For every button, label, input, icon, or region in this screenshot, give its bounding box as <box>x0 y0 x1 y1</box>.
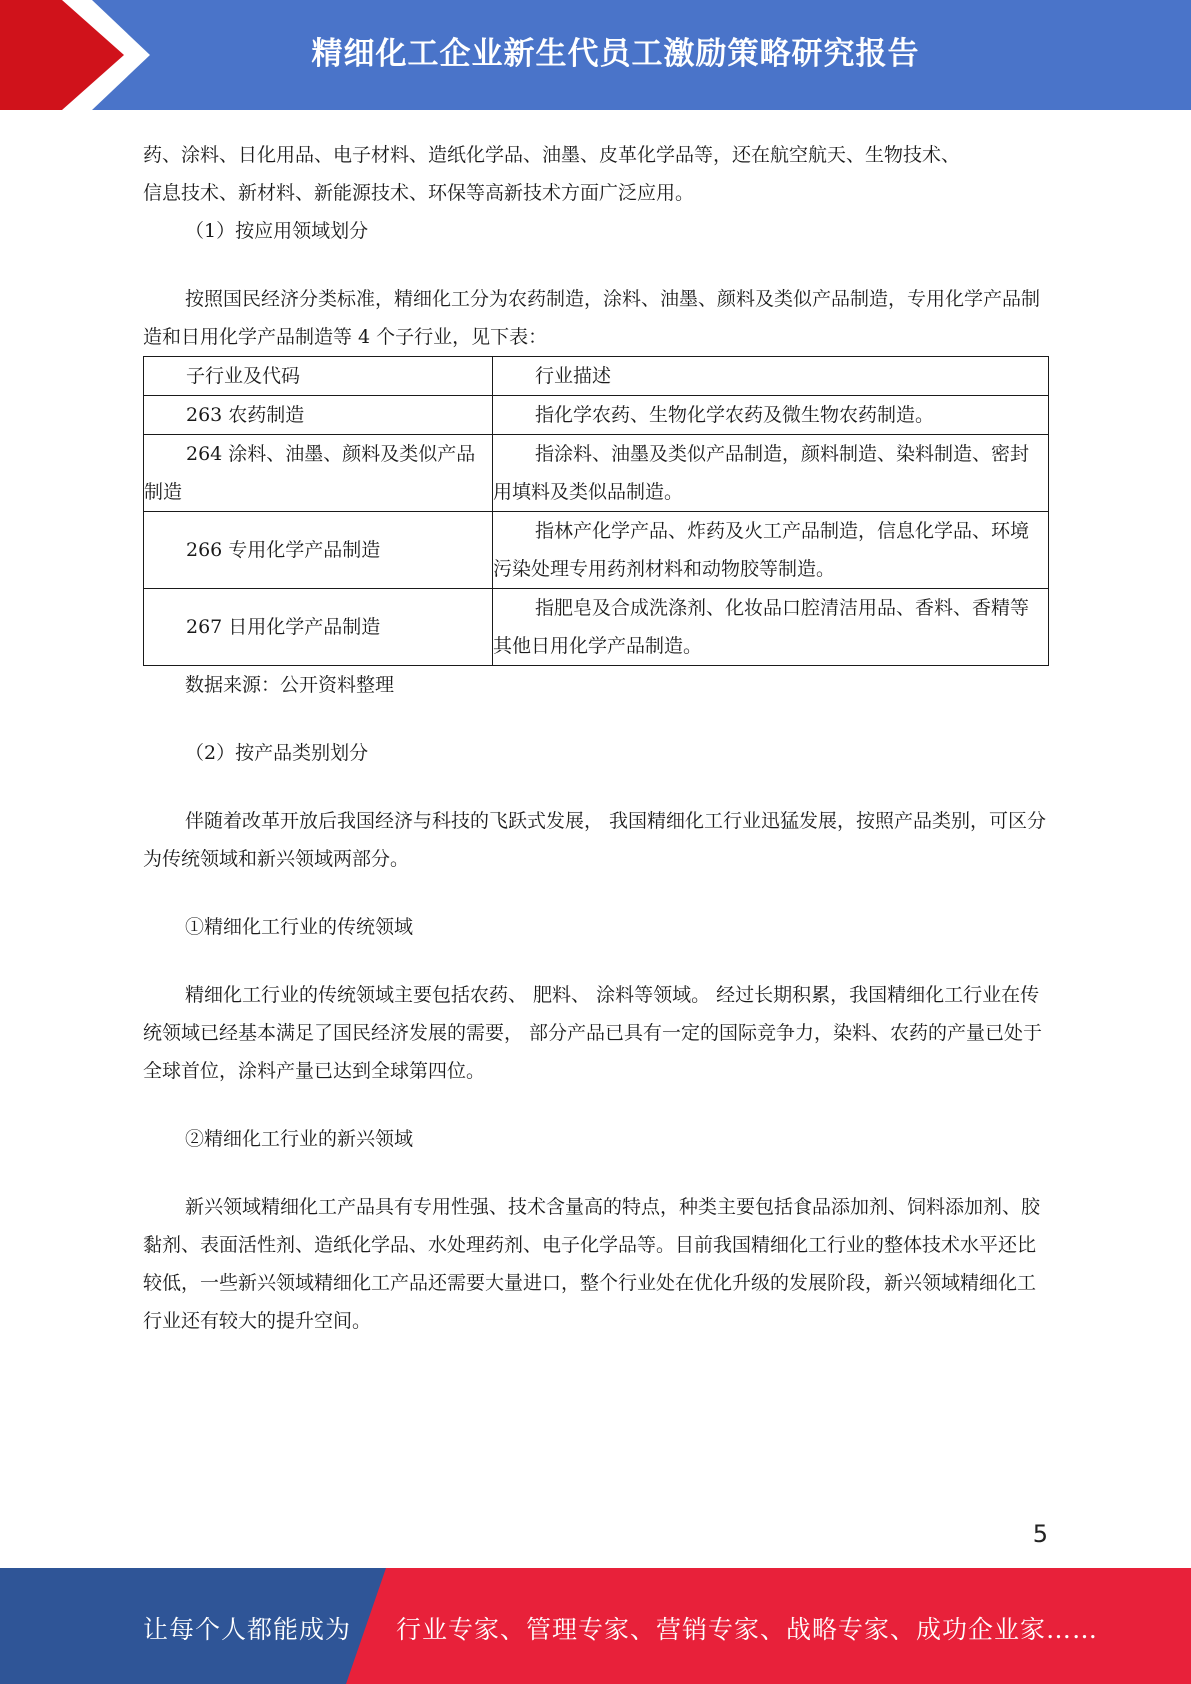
table-header-cell: 行业描述 <box>493 357 1049 396</box>
page-footer <box>0 1568 1191 1684</box>
table-cell-description: 指林产化学产品、炸药及火工产品制造，信息化学品、环境污染处理专用药剂材料和动物胶等制造。 <box>493 512 1049 589</box>
emerging-field-paragraph: 新兴领域精细化工产品具有专用性强、技术含量高的特点，种类主要包括食品添加剂、饲料添加剂、胶黏剂、表面活性剂、造纸化学品、水处理药剂、电子化学品等。目前我国精细化工行业的整体技术水平还比较低，一些新兴领域精细化工产品还需要大量进口，整个行业处在优化升级的发展阶段，新兴领域精细化工行业还有较大的提升空间。 <box>143 1196 1041 1332</box>
page-number: 5 <box>1032 1520 1048 1548</box>
section1-paragraph: 按照国民经济分类标准，精细化工分为农药制造，涂料、油墨、颜料及类似产品制造，专用化学产品制造和日用化学产品制造等 4 个子行业，见下表： <box>143 288 1041 348</box>
table-header-cell: 子行业及代码 <box>144 357 493 396</box>
footer-slogan-left: 让每个人都能成为 <box>143 1615 352 1644</box>
table-cell-description: 指化学农药、生物化学农药及微生物农药制造。 <box>493 396 1049 435</box>
page-header <box>0 0 1191 110</box>
table-cell-code: 267 日用化学产品制造 <box>144 589 493 666</box>
traditional-field-heading: ①精细化工行业的传统领域 <box>185 916 414 938</box>
emerging-field-heading: ②精细化工行业的新兴领域 <box>185 1128 414 1150</box>
table-row <box>144 589 1049 666</box>
section1-heading: （1）按应用领域划分 <box>185 220 369 242</box>
industry-table <box>143 356 1049 666</box>
table-cell-code: 264 涂料、油墨、颜料及类似产品制造 <box>144 435 493 512</box>
main-content <box>143 136 1049 1340</box>
traditional-field-paragraph: 精细化工行业的传统领域主要包括农药、 肥料、 涂料等领域。 经过长期积累，我国精细化工行业在传统领域已经基本满足了国民经济发展的需要， 部分产品已具有一定的国际竞争力，染料、农药的产量已处于全球首位，涂料产量已达到全球第四位。 <box>143 984 1043 1082</box>
table-row <box>144 512 1049 589</box>
table-cell-code: 263 农药制造 <box>144 396 493 435</box>
table-cell-description: 指肥皂及合成洗涤剂、化妆品口腔清洁用品、香料、香精等其他日用化学产品制造。 <box>493 589 1049 666</box>
footer-slogan-right: 行业专家、管理专家、营销专家、战略专家、成功企业家…… <box>396 1615 1099 1644</box>
table-row <box>144 396 1049 435</box>
report-title: 精细化工企业新生代员工激励策略研究报告 <box>311 36 920 72</box>
table-cell-code: 266 专用化学产品制造 <box>144 512 493 589</box>
intro-line-2: 信息技术、新材料、新能源技术、环保等高新技术方面广泛应用。 <box>143 182 695 204</box>
table-row <box>144 435 1049 512</box>
section2-paragraph: 伴随着改革开放后我国经济与科技的飞跃式发展， 我国精细化工行业迅猛发展，按照产品类别，可区分为传统领域和新兴领域两部分。 <box>143 810 1047 870</box>
intro-line-1: 药、涂料、日化用品、电子材料、造纸化学品、油墨、皮革化学品等，还在航空航天、生物技术、 <box>143 144 961 166</box>
table-header-row <box>144 357 1049 396</box>
table-cell-description: 指涂料、油墨及类似产品制造，颜料制造、染料制造、密封用填料及类似品制造。 <box>493 435 1049 512</box>
table-source-note: 数据来源：公开资料整理 <box>185 674 395 696</box>
section2-heading: （2）按产品类别划分 <box>185 742 369 764</box>
